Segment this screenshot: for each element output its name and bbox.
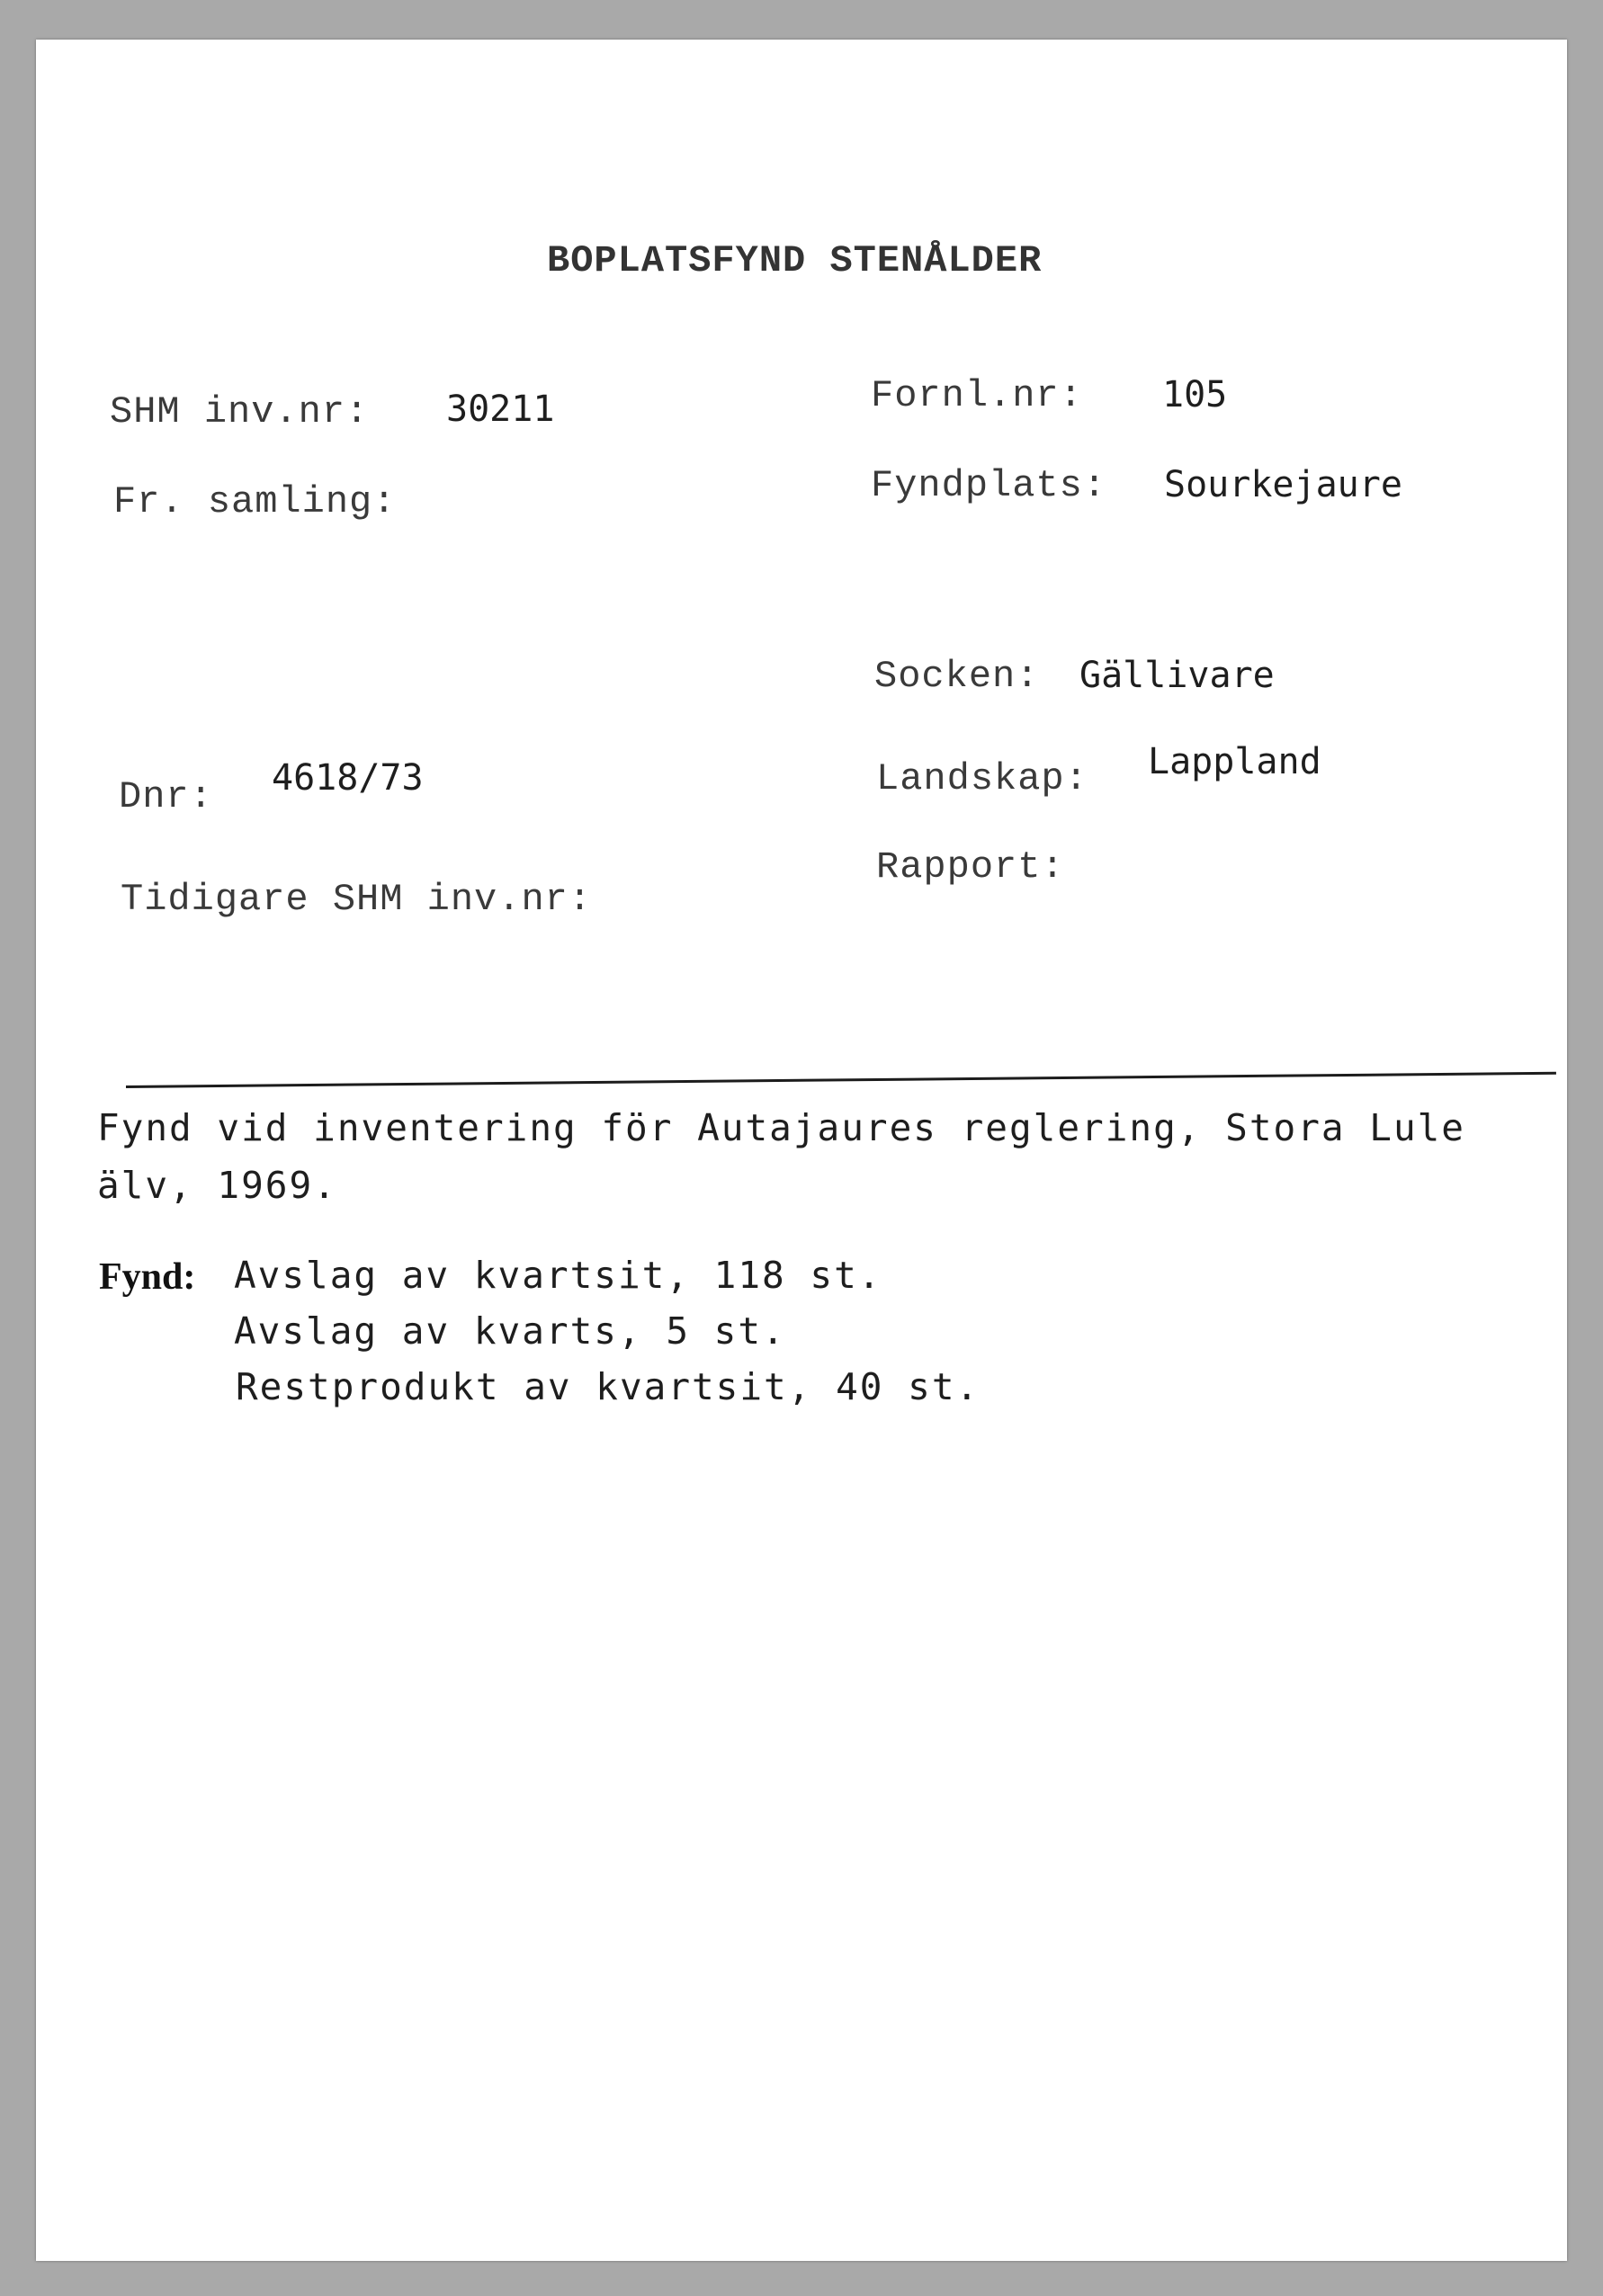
dnr-value: 4618/73 [272, 757, 424, 799]
description-line-2: älv, 1969. [97, 1164, 337, 1207]
fr-samling-label: Fr. samling: [113, 480, 397, 523]
description-line-1: Fynd vid inventering för Autajaures reglering, Stora Lule [97, 1106, 1465, 1149]
landskap-label: Landskap: [876, 757, 1088, 800]
fynd-item-3: Restprodukt av kvartsit, 40 st. [236, 1365, 981, 1408]
rapport-label: Rapport: [876, 845, 1065, 889]
landskap-value: Lappland [1148, 741, 1321, 782]
fyndplats-label: Fyndplats: [871, 464, 1107, 507]
socken-value: Gällivare [1079, 655, 1275, 696]
divider-line [126, 1072, 1556, 1088]
fynd-item-2: Avslag av kvarts, 5 st. [234, 1309, 786, 1353]
fyndplats-value: Sourkejaure [1164, 464, 1402, 505]
fornl-label: Fornl.nr: [871, 374, 1083, 417]
fynd-label: Fynd: [99, 1256, 196, 1298]
dnr-label: Dnr: [119, 775, 213, 818]
fynd-item-1: Avslag av kvartsit, 118 st. [234, 1254, 882, 1297]
socken-label: Socken: [874, 655, 1040, 698]
fornl-value: 105 [1162, 374, 1228, 415]
tidigare-shm-inv-label: Tidigare SHM inv.nr: [121, 878, 593, 921]
catalog-card [36, 40, 1567, 2261]
shm-inv-label: SHM inv.nr: [110, 390, 370, 433]
card-title: BOPLATSFYND STENÅLDER [547, 239, 1043, 282]
shm-inv-value: 30211 [446, 389, 555, 430]
